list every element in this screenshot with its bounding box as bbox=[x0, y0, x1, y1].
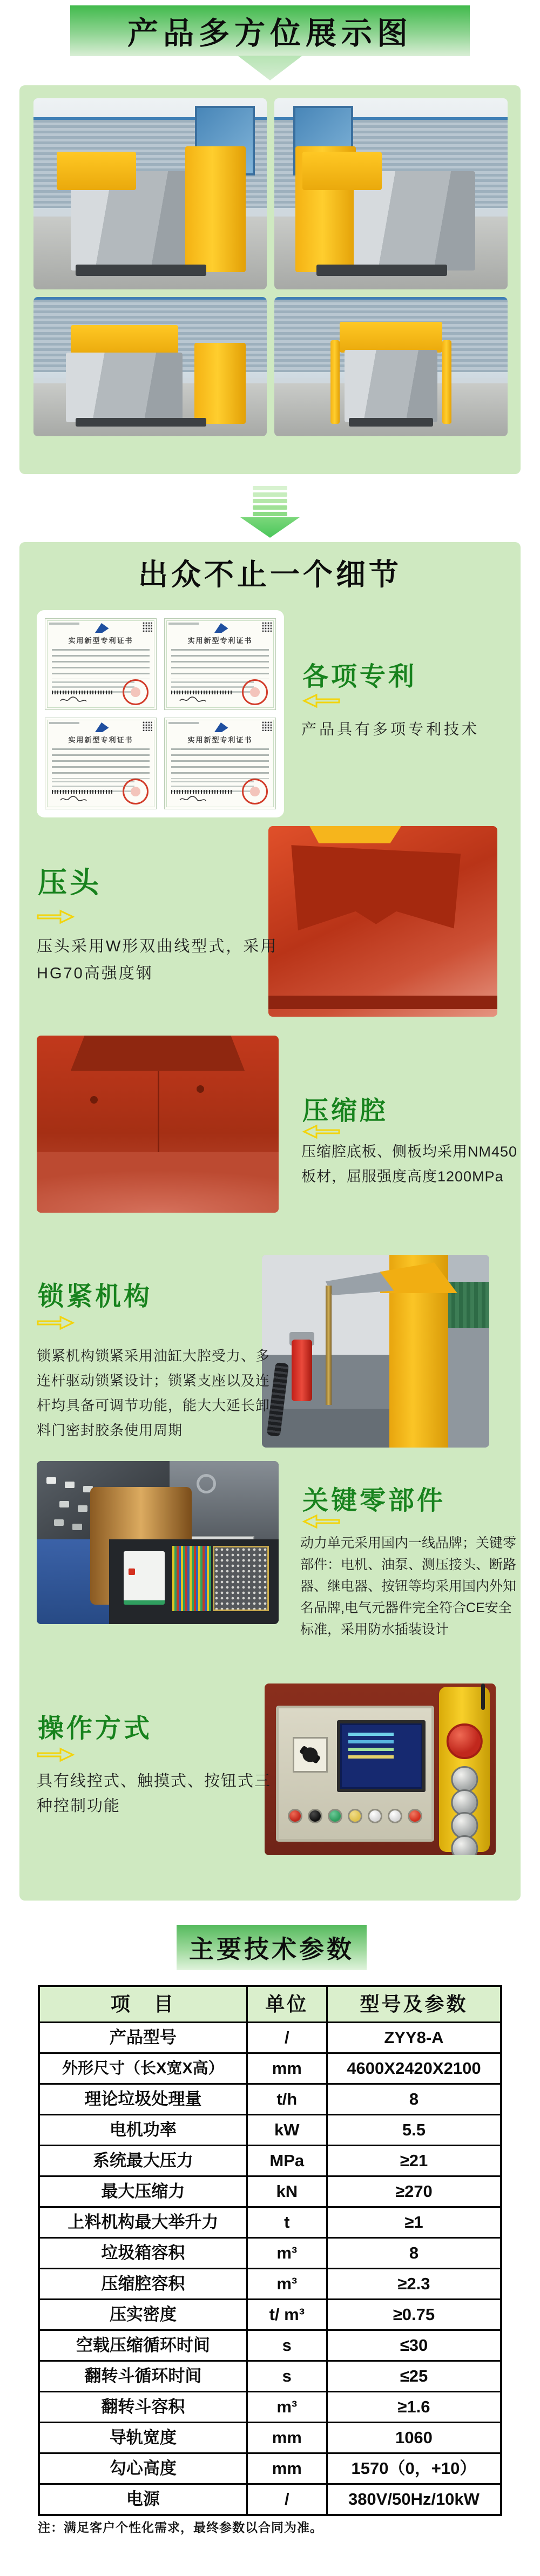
certificate-number-line bbox=[49, 722, 79, 724]
certificate-text-lines bbox=[52, 748, 150, 779]
spec-value: ≥21 bbox=[326, 2145, 500, 2175]
page-title-banner bbox=[70, 5, 470, 56]
spec-header-value: 型号及参数 bbox=[326, 1987, 500, 2021]
spec-item: 上料机构最大举升力 bbox=[40, 2206, 246, 2237]
spec-item: 勾心高度 bbox=[40, 2452, 246, 2483]
certificate-barcode bbox=[171, 691, 232, 694]
spec-item: 理论垃圾处理量 bbox=[40, 2083, 246, 2114]
certificate-barcode bbox=[171, 790, 232, 794]
photo-brass-rod bbox=[326, 1286, 332, 1405]
photo-sill bbox=[268, 996, 497, 1009]
red-seal-icon bbox=[123, 779, 148, 804]
spec-item: 翻转斗循环时间 bbox=[40, 2360, 246, 2391]
photo-machine-chassis bbox=[316, 265, 447, 276]
qr-code-icon bbox=[262, 622, 272, 632]
photo-contactor bbox=[124, 1551, 165, 1605]
table-row bbox=[40, 2237, 500, 2268]
photo-emergency-button bbox=[447, 1723, 482, 1759]
spec-table-header-row bbox=[40, 1987, 500, 2021]
table-row bbox=[40, 2206, 500, 2237]
table-row bbox=[40, 2083, 500, 2114]
page-title: 产品多方位展示图 bbox=[127, 16, 413, 51]
arrow-bar bbox=[253, 512, 287, 516]
photo-yellow-edge bbox=[309, 826, 401, 843]
spec-unit: kN bbox=[246, 2175, 326, 2206]
photo-hmi-screen bbox=[337, 1720, 426, 1792]
spec-item: 压缩腔容积 bbox=[40, 2268, 246, 2298]
signature-glyph bbox=[179, 695, 207, 704]
section-title-press-head: 压头 bbox=[38, 867, 102, 899]
certificate-barcode bbox=[52, 790, 113, 794]
spec-unit: mm bbox=[246, 2452, 326, 2483]
arrow-triangle bbox=[240, 517, 300, 538]
certificate-title: 实用新型专利证书 bbox=[68, 736, 133, 744]
table-row bbox=[40, 2329, 500, 2360]
photo-machine-chassis bbox=[76, 418, 206, 426]
spec-header-item: 项 目 bbox=[40, 1987, 246, 2021]
spec-value: 4600X2420X2100 bbox=[326, 2052, 500, 2083]
spec-item: 外形尺寸（长X宽X高） bbox=[40, 2052, 246, 2083]
arrow-bar bbox=[253, 492, 287, 497]
photo-red-button bbox=[129, 1568, 135, 1575]
spec-item: 产品型号 bbox=[40, 2021, 246, 2052]
signature-glyph bbox=[179, 795, 207, 803]
photo-bolt bbox=[197, 1085, 204, 1093]
photo-pendant-control bbox=[439, 1687, 490, 1851]
certificate-text-lines bbox=[171, 748, 269, 779]
qr-code-icon bbox=[262, 721, 272, 731]
spec-value: ≥0.75 bbox=[326, 2298, 500, 2329]
certificate-number-line bbox=[168, 722, 199, 724]
spec-footnote: 注：满足客户个性化需求，最终参数以合同为准。 bbox=[38, 2520, 323, 2534]
table-row bbox=[40, 2360, 500, 2391]
spec-value: ≥2.3 bbox=[326, 2268, 500, 2298]
spec-unit: t/ m³ bbox=[246, 2298, 326, 2329]
photo-machine-hopper bbox=[340, 322, 442, 353]
section-title-components: 关键零部件 bbox=[302, 1486, 446, 1515]
section-desc-components: 动力单元采用国内一线品牌；关键零部件：电机、油泵、测压接头、断路器、继电器、按钮等均采用国内外知名品牌,电气元器件完全符合CE安全标准，采用防水插装设计 bbox=[300, 1536, 517, 1637]
section-title-lock: 锁紧机构 bbox=[38, 1282, 153, 1311]
product-photo-rear bbox=[274, 297, 508, 436]
spec-unit: mm bbox=[246, 2422, 326, 2452]
photo-machine-chassis bbox=[76, 265, 206, 276]
photo-pendant-button bbox=[451, 1835, 478, 1855]
scroll-down-arrow-icon bbox=[235, 486, 305, 538]
arrow-bar bbox=[253, 505, 287, 510]
certificate-title: 实用新型专利证书 bbox=[68, 637, 133, 645]
certificate-number-line bbox=[168, 623, 199, 625]
spec-item: 翻转斗容积 bbox=[40, 2391, 246, 2422]
spec-header-unit: 单位 bbox=[246, 1987, 326, 2021]
spec-value: ZYY8-A bbox=[326, 2021, 500, 2052]
spec-value: 8 bbox=[326, 2083, 500, 2114]
photo-machine-body bbox=[66, 353, 183, 422]
table-row bbox=[40, 2422, 500, 2452]
photo-compression-chamber bbox=[37, 1036, 279, 1213]
photo-chamber-floor bbox=[37, 1152, 279, 1213]
table-row bbox=[40, 2452, 500, 2483]
photo-red-cylinder bbox=[292, 1340, 312, 1401]
section-title-patents: 各项专利 bbox=[302, 662, 417, 691]
photo-emergency-button bbox=[408, 1809, 422, 1823]
spec-unit: / bbox=[246, 2483, 326, 2514]
photo-machine-lift-arm bbox=[442, 340, 451, 424]
photo-wires bbox=[172, 1546, 211, 1611]
table-row bbox=[40, 2114, 500, 2145]
photo-down-button bbox=[388, 1809, 402, 1823]
table-row bbox=[40, 2145, 500, 2175]
spec-item: 最大压缩力 bbox=[40, 2175, 246, 2206]
photo-up-button bbox=[368, 1809, 382, 1823]
section-desc-operation: 具有线控式、触摸式、按钮式三种控制功能 bbox=[37, 1773, 272, 1815]
patent-office-logo bbox=[93, 623, 109, 633]
patent-certificates-card bbox=[37, 610, 284, 817]
photo-machine-yellow-panel bbox=[194, 343, 246, 424]
photo-power-supply bbox=[213, 1546, 269, 1611]
spec-table bbox=[38, 1985, 502, 2516]
red-seal-icon bbox=[242, 679, 268, 705]
spec-unit: MPa bbox=[246, 2145, 326, 2175]
arrow-bar bbox=[253, 486, 287, 490]
photo-yellow-button bbox=[348, 1809, 362, 1823]
photo-w-press-plate bbox=[291, 845, 461, 952]
section-desc-patents: 产品具有多项专利技术 bbox=[301, 721, 480, 738]
spec-item: 电机功率 bbox=[40, 2114, 246, 2145]
spec-value: 8 bbox=[326, 2237, 500, 2268]
spec-item: 电源 bbox=[40, 2483, 246, 2514]
arrow-bar bbox=[253, 499, 287, 503]
patent-office-logo bbox=[93, 722, 109, 732]
patent-certificate bbox=[45, 718, 157, 809]
table-row bbox=[40, 2052, 500, 2083]
patent-certificate bbox=[45, 618, 157, 710]
spec-value: 380V/50Hz/10kW bbox=[326, 2483, 500, 2514]
signature-glyph bbox=[59, 795, 87, 803]
photo-green-button bbox=[328, 1809, 342, 1823]
certificate-title: 实用新型专利证书 bbox=[187, 637, 253, 645]
spec-value: ≥270 bbox=[326, 2175, 500, 2206]
photo-lifting-eye bbox=[197, 1474, 216, 1493]
spec-value: ≤30 bbox=[326, 2329, 500, 2360]
spec-item: 系统最大压力 bbox=[40, 2145, 246, 2175]
product-photo-rear-left bbox=[33, 297, 267, 436]
spec-unit: s bbox=[246, 2360, 326, 2391]
product-photo-front-left bbox=[33, 98, 267, 289]
certificate-text-lines bbox=[52, 649, 150, 679]
table-row bbox=[40, 2175, 500, 2206]
photo-machine-chassis bbox=[349, 418, 433, 426]
spec-unit: t bbox=[246, 2206, 326, 2237]
photo-panel-seam bbox=[158, 1071, 159, 1156]
photo-machine-hopper bbox=[57, 152, 136, 190]
spec-unit: mm bbox=[246, 2052, 326, 2083]
photo-locking-mechanism bbox=[262, 1255, 489, 1448]
table-row bbox=[40, 2268, 500, 2298]
photo-power-units bbox=[46, 1477, 56, 1484]
spec-value: 1060 bbox=[326, 2422, 500, 2452]
photo-key-switch bbox=[308, 1809, 322, 1823]
photo-red-button bbox=[288, 1809, 302, 1823]
patent-certificate bbox=[164, 618, 276, 710]
certificate-barcode bbox=[52, 691, 113, 694]
certificate-number-line bbox=[49, 623, 79, 625]
spec-unit: m³ bbox=[246, 2268, 326, 2298]
photo-machine-hopper bbox=[302, 152, 382, 190]
spec-unit: m³ bbox=[246, 2391, 326, 2422]
photo-press-head bbox=[268, 826, 497, 1017]
red-seal-icon bbox=[123, 679, 148, 705]
spec-banner-title: 主要技术参数 bbox=[189, 1935, 354, 1963]
details-panel bbox=[19, 542, 521, 1901]
patent-certificate bbox=[164, 718, 276, 809]
product-photo-front-right bbox=[274, 98, 508, 289]
spec-unit: t/h bbox=[246, 2083, 326, 2114]
patent-office-logo bbox=[212, 722, 228, 732]
arrow-right-icon bbox=[37, 1315, 75, 1330]
photo-control-box bbox=[276, 1706, 434, 1842]
photo-machine-lift-arm bbox=[330, 340, 340, 424]
arrow-right-icon bbox=[37, 1747, 75, 1762]
spec-unit: kW bbox=[246, 2114, 326, 2145]
photo-machine-yellow-panel bbox=[185, 146, 246, 273]
spec-banner bbox=[177, 1925, 367, 1970]
photo-chamber-hopper bbox=[71, 1036, 245, 1071]
spec-unit: m³ bbox=[246, 2237, 326, 2268]
spec-item: 导轨宽度 bbox=[40, 2422, 246, 2452]
section-title-operation: 操作方式 bbox=[38, 1714, 153, 1743]
table-row bbox=[40, 2391, 500, 2422]
photo-key-components bbox=[37, 1461, 279, 1624]
spec-unit: s bbox=[246, 2329, 326, 2360]
red-seal-icon bbox=[242, 779, 268, 804]
section-title-chamber: 压缩腔 bbox=[302, 1097, 389, 1125]
photo-control-panel bbox=[265, 1683, 496, 1855]
patent-office-logo bbox=[212, 623, 228, 633]
table-row bbox=[40, 2483, 500, 2514]
certificate-title: 实用新型专利证书 bbox=[187, 736, 253, 744]
certificate-text-lines bbox=[171, 649, 269, 679]
spec-item: 空载压缩循环时间 bbox=[40, 2329, 246, 2360]
spec-value: 5.5 bbox=[326, 2114, 500, 2145]
spec-unit: / bbox=[246, 2021, 326, 2052]
section-desc-lock: 锁紧机构锁紧采用油缸大腔受力、多连杆驱动锁紧设计；锁紧支座以及连杆均具备可调节功能，能大大延长卸料门密封胶条使用周期 bbox=[37, 1348, 271, 1438]
table-row bbox=[40, 2021, 500, 2052]
spec-item: 垃圾箱容积 bbox=[40, 2237, 246, 2268]
arrow-right-icon bbox=[37, 909, 75, 924]
spec-value: ≥1.6 bbox=[326, 2391, 500, 2422]
photo-bolt bbox=[90, 1096, 98, 1104]
arrow-left-icon bbox=[302, 1514, 340, 1529]
banner-pointer-triangle bbox=[238, 56, 302, 80]
table-row bbox=[40, 2298, 500, 2329]
qr-code-icon bbox=[143, 622, 152, 632]
arrow-left-icon bbox=[302, 1124, 340, 1139]
spec-value: ≥1 bbox=[326, 2206, 500, 2237]
spec-item: 压实密度 bbox=[40, 2298, 246, 2329]
photo-machine-rear-door bbox=[345, 350, 438, 422]
photo-rotary-switch bbox=[293, 1737, 328, 1772]
photo-cable bbox=[481, 1683, 485, 1710]
qr-code-icon bbox=[143, 721, 152, 731]
section-desc-chamber: 压缩腔底板、侧板均采用NM450板材，屈服强度高度1200MPa bbox=[301, 1144, 518, 1185]
product-gallery-panel bbox=[19, 85, 521, 474]
spec-value: ≤25 bbox=[326, 2360, 500, 2391]
signature-glyph bbox=[59, 695, 87, 704]
arrow-left-icon bbox=[302, 693, 340, 708]
photo-machine-hopper bbox=[71, 325, 178, 356]
section-desc-press-head: 压头采用W形双曲线型式，采用HG70高强度钢 bbox=[37, 938, 278, 982]
details-heading: 出众不止一个细节 bbox=[138, 558, 402, 591]
spec-value: 1570（0，+10） bbox=[326, 2452, 500, 2483]
photo-button-row bbox=[288, 1805, 422, 1827]
